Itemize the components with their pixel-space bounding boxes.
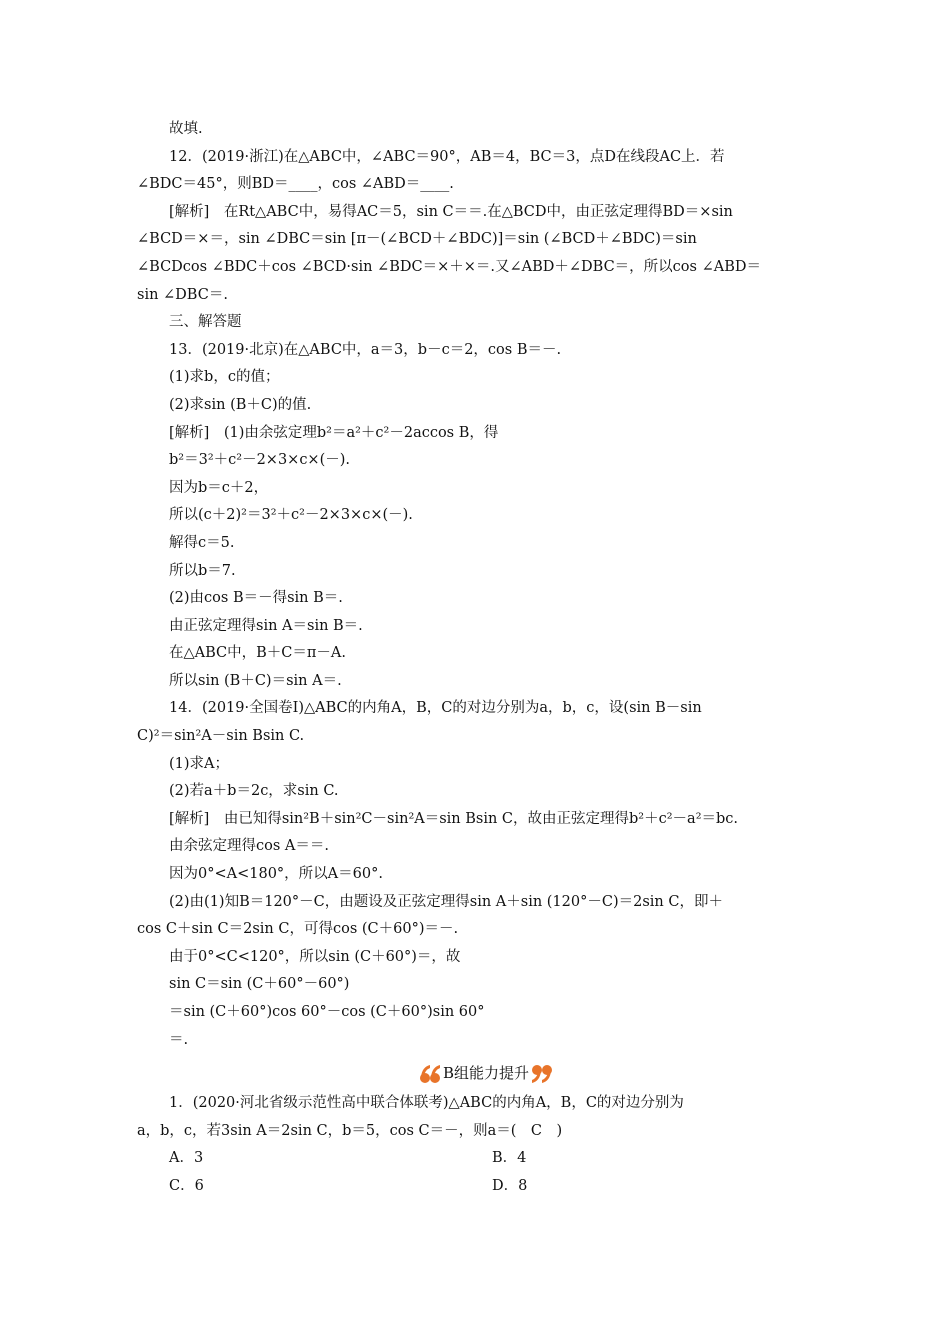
text-line: sin C＝sin (C＋60°－60°)	[169, 976, 350, 993]
option-row	[137, 1173, 815, 1201]
text-line: 故填.	[169, 121, 203, 137]
open-quote-icon	[419, 1064, 441, 1084]
text-line: 所以sin (B＋C)＝sin A＝.	[169, 672, 342, 689]
text-line: 由余弦定理得cos A＝＝.	[169, 838, 329, 855]
question-block	[137, 1090, 815, 1145]
close-quote-icon	[531, 1064, 553, 1084]
text-line: (2)求sin (B＋C)的值.	[169, 396, 312, 413]
option-item: A．3	[169, 1150, 204, 1167]
option-item: B．4	[492, 1150, 527, 1167]
text-line: 1．(2020·河北省级示范性高中联合体联考)△ABC的内角A，B，C的对边分别为	[169, 1095, 684, 1112]
text-line: (1)求b，c的值；	[169, 369, 280, 386]
text-line: (1)求A；	[169, 755, 230, 772]
section-title: B组能力提升	[443, 1064, 530, 1083]
text-line: sin ∠DBC＝.	[137, 286, 228, 303]
option-row	[137, 1145, 815, 1173]
text-line: cos C＋sin C＝2sin C，可得cos (C＋60°)＝－.	[137, 921, 459, 938]
text-line: ∠BCDcos ∠BDC＋cos ∠BCD·sin ∠BDC＝×＋×＝.又∠ABD＋∠DBC＝，所以cos ∠ABD＝	[137, 258, 761, 275]
text-line: 解得c＝5.	[169, 534, 235, 551]
text-line: (2)若a＋b＝2c，求sin C.	[169, 783, 339, 800]
text-line: 在△ABC中，B＋C＝π－A.	[169, 645, 347, 662]
text-line: 因为0°<A<180°，所以A＝60°.	[169, 866, 383, 883]
text-line: [解析] 由已知得sin²B＋sin²C－sin²A＝sin Bsin C，故由正弦定理得b²＋c²－a²＝bc.	[169, 810, 739, 827]
text-line: 所以b＝7.	[169, 562, 236, 579]
text-line: ∠BDC＝45°，则BD＝____，cos ∠ABD＝____.	[137, 176, 454, 193]
option-item: D．8	[492, 1177, 528, 1194]
text-line: ∠BCD＝×＝，sin ∠DBC＝sin [π－(∠BCD＋∠BDC)]＝sin (∠BCD＋∠BDC)＝sin	[137, 231, 697, 248]
text-line: (2)由(1)知B＝120°－C，由题设及正弦定理得sin A＋sin (120°－C)＝2sin C，即＋	[169, 893, 723, 910]
text-line: 14．(2019·全国卷Ⅰ)△ABC的内角A，B，C的对边分别为a，b，c，设(sin B－sin	[169, 700, 702, 717]
text-line: ＝sin (C＋60°)cos 60°－cos (C＋60°)sin 60°	[169, 1004, 485, 1020]
text-line: ＝.	[169, 1031, 189, 1048]
text-line: 由正弦定理得sin A＝sin B＝.	[169, 617, 363, 634]
text-line: 13．(2019·北京)在△ABC中，a＝3，b－c＝2，cos B＝－.	[169, 341, 562, 358]
text-block	[137, 116, 815, 1054]
document-body	[137, 116, 815, 1201]
section-header	[137, 1056, 815, 1090]
text-line: b²＝3²＋c²－2×3×c×(－).	[169, 452, 351, 469]
text-line: 三、解答题	[169, 314, 242, 331]
text-line: 因为b＝c＋2，	[169, 479, 269, 496]
option-item: C．6	[169, 1177, 204, 1194]
text-line: 12．(2019·浙江)在△ABC中，∠ABC＝90°，AB＝4，BC＝3，点D在线段AC上．若	[169, 148, 725, 165]
text-line: [解析] (1)由余弦定理b²＝a²＋c²－2accos B，得	[169, 424, 499, 441]
text-line: 所以(c＋2)²＝3²＋c²－2×3×c×(－).	[169, 507, 413, 524]
answer-options	[137, 1145, 815, 1200]
text-line: 由于0°<C<120°，所以sin (C＋60°)＝，故	[169, 948, 461, 965]
text-line: [解析] 在Rt△ABC中，易得AC＝5，sin C＝＝.在△BCD中，由正弦定理得BD＝×sin	[169, 203, 733, 220]
text-line: C)²＝sin²A－sin Bsin C.	[137, 728, 305, 745]
text-line: (2)由cos B＝－得sin B＝.	[169, 590, 343, 607]
text-line: a，b，c，若3sin A＝2sin C，b＝5，cos C＝－，则a＝( C )	[137, 1122, 563, 1139]
